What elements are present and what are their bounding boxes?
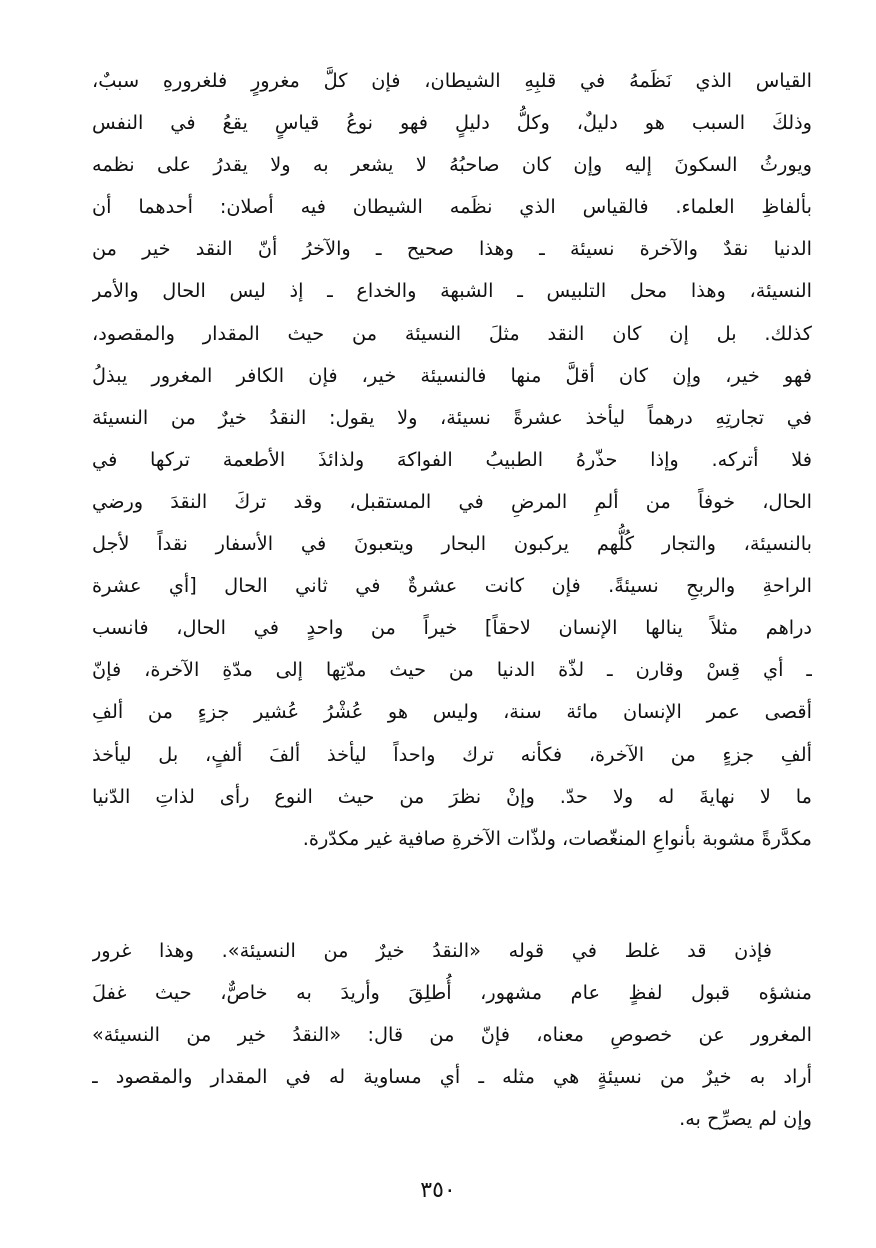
text-line: الراحةِ والربحِ نسيئةً. فإن كانت عشرةٌ في ثاني الحال [أي عشرة: [92, 574, 812, 598]
paragraph-2: [92, 930, 812, 1140]
text-line: فلا أتركه. وإذا حذّرهُ الطبيبُ الفواكهَ ولذائذَ الأطعمة تركها في: [92, 447, 812, 471]
text-line: أقصى عمر الإنسان مائة سنة، وليس هو عُشْرُ عُشير جزءٍ من ألفِ: [92, 700, 812, 724]
text-line: الحال، خوفاً من ألمِ المرضِ في المستقبل، وقد تركَ النقدَ ورضي: [92, 489, 812, 513]
paragraph-1: [92, 60, 812, 860]
text-line: القياس الذي نَظَمهُ في قلبِهِ الشيطان، فإن كلَّ مغرورٍ فلغرورهِ سببٌ،: [92, 69, 812, 92]
text-line: ما لا نهايةَ له ولا حدّ. وإنْ نظرَ من حيث النوع رأى لذاتِ الدّنيا: [92, 784, 812, 808]
text-line: ويورثُ السكونَ إليه وإن كان صاحبُهُ لا يشعر به ولا يقدرُ على نظمه: [92, 153, 812, 177]
text-line: وإن لم يصرِّح به.: [679, 1107, 812, 1131]
text-line: وذلكَ السبب هو دليلٌ، وكلُّ دليلٍ فهو نوعُ قياسٍ يقعُ في النفس: [92, 111, 812, 135]
text-line: الدنيا نقدٌ والآخرة نسيئة ـ وهذا صحيح ـ والآخرُ أنّ النقد خير من: [92, 237, 812, 261]
text-line: منشؤه قبول لفظٍ عام مشهور، أُطلِقَ وأريدَ به خاصٌّ، حيث غفلَ: [92, 981, 812, 1005]
text-line: دراهم مثلاً ينالها الإنسان لاحقاً] خيراً من واحدٍ في الحال، فانسب: [92, 616, 812, 640]
text-line: كذلك. بل إن كان النقد مثلَ النسيئة من حيث المقدار والمقصود،: [92, 321, 812, 345]
text-line: النسيئة، وهذا محل التلبيس ـ الشبهة والخداع ـ إذ ليس الحال والأمر: [92, 279, 812, 303]
text-line: بألفاظِ العلماء. فالقياس الذي نظَمه الشيطان فيه أصلان: أحدهما أن: [92, 195, 812, 219]
text-line: فإذن قد غلط في قوله «النقدُ خيرٌ من النسيئة». وهذا غرور: [92, 939, 772, 962]
text-line: المغرور عن خصوصِ معناه، فإنّ من قال: «النقدُ خير من النسيئة»: [92, 1023, 812, 1047]
text-line: ـ أي قِسْ وقارن ـ لذّة الدنيا من حيث مدّتِها إلى مدّةِ الآخرة، فإنّ: [92, 658, 812, 682]
text-line: بالنسيئة، والتجار كُلُّهم يركبون البحار ويتعبونَ في الأسفار نقداً لأجل: [92, 532, 812, 556]
text-line: أراد به خيرٌ من نسيئةٍ هي مثله ـ أي مساوية له في المقدار والمقصود ـ: [92, 1065, 812, 1089]
text-line: في تجارتِهِ درهماً ليأخذ عشرةً نسيئة، ولا يقول: النقدُ خيرٌ من النسيئة: [92, 405, 812, 429]
page-number: ٣٥٠: [420, 1178, 456, 1203]
text-line: ألفِ جزءٍ من الآخرة، فكأنه ترك واحداً ليأخذ ألفَ ألفٍ، بل ليأخذ: [92, 742, 812, 766]
text-line: مكدَّرةً مشوبة بأنواعِ المنغّصات، ولذّات الآخرةِ صافية غير مكدّرة.: [302, 826, 812, 850]
text-line: فهو خير، وإن كان أقلَّ منها فالنسيئة خير، فإن الكافر المغرور يبذلُ: [92, 363, 812, 387]
